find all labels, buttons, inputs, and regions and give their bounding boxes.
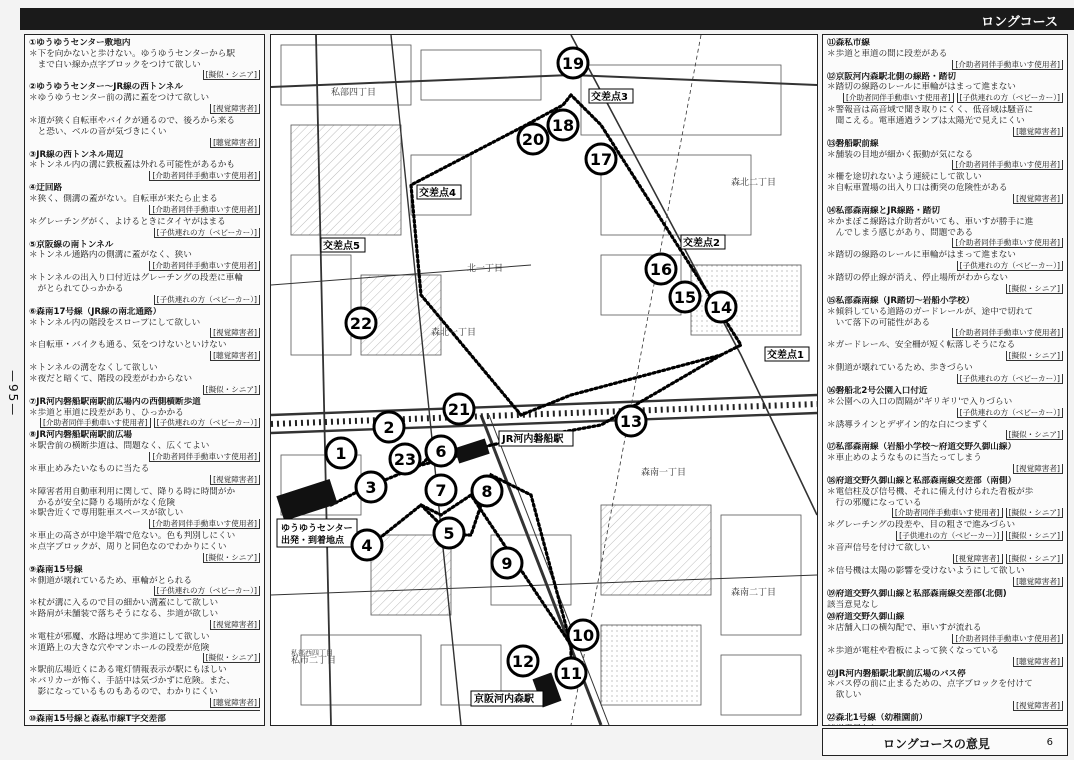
- opinion-source: [29, 385, 260, 395]
- map-point-number: 15: [673, 288, 697, 307]
- opinion-item: [827, 713, 1063, 726]
- opinion-item: [827, 442, 1063, 474]
- map-point-number: 22: [349, 314, 373, 333]
- opinion-text: まで白い線か点字ブロックをつけて欲しい: [29, 59, 201, 70]
- opinion-heading: ㉑JR河内磐船駅北駅前広場のバス停: [827, 668, 966, 679]
- opinion-text: ＊自転車・バイクも通る、気をつけないといけない: [29, 340, 227, 351]
- opinion-item: [827, 612, 1063, 644]
- map-point-number: 6: [435, 442, 447, 461]
- map-point-23: [390, 444, 420, 474]
- source-tag: [子供連れの方（ベビーカー）]: [957, 93, 1063, 103]
- opinion-text: ＊踏切の線路のレールに車輪がはまって進まない: [827, 82, 1016, 93]
- map-point-8: [472, 476, 502, 506]
- opinion-item: [827, 420, 1063, 441]
- source-tag: [介助者同伴手動車いす使用者]: [843, 93, 954, 103]
- opinion-text: ＊グレーチングがく、よけるときにタイヤがはまる: [29, 216, 226, 227]
- opinion-text: ＊ゆうゆうセンター前の溝に蓋をつけて欲しい: [29, 93, 210, 104]
- opinion-text: ＊音声信号を付けて欲しい: [827, 543, 931, 554]
- opinion-text: ＊バリカーが怖く、手話中は気づかずに危険。また、: [29, 676, 235, 687]
- opinion-text: ＊道が狭く自転車やバイクが通るので、後ろから来る: [29, 115, 235, 126]
- opinion-item: [827, 589, 1063, 611]
- opinion-text: かるが安全に降りる場所がなく危険: [29, 497, 176, 508]
- opinion-heading: ⑯磐船北2号公園入口付近: [827, 385, 928, 396]
- svg-text:交差点5: 交差点5: [323, 241, 360, 252]
- route-map: [270, 34, 818, 726]
- source-tag: [聴覚障害者]: [210, 351, 260, 361]
- opinion-item: [827, 296, 1063, 338]
- opinion-text: ＊点字ブロックが、周りと同色なのでわかりにくい: [29, 541, 227, 552]
- source-tag: [介助者同伴手動車いす使用者]: [952, 634, 1063, 644]
- opinion-source: [827, 577, 1063, 587]
- map-point-20: [518, 124, 548, 154]
- opinion-source: [827, 284, 1063, 294]
- map-point-15: [670, 282, 700, 312]
- opinion-item: [827, 669, 1063, 711]
- opinion-text: と恐い、ベルの音が気づきにくい: [29, 126, 167, 137]
- opinion-source: [29, 104, 260, 114]
- source-tag: [介助者同伴手動車いす使用者]: [149, 205, 260, 215]
- opinion-item: [827, 340, 1063, 361]
- map-point-number: 8: [481, 482, 493, 501]
- svg-text:交差点3: 交差点3: [591, 92, 628, 103]
- opinion-item: [29, 531, 260, 563]
- source-tag: [視覚障害者]: [210, 328, 260, 338]
- opinion-source: [827, 508, 1063, 518]
- map-point-number: 4: [361, 536, 373, 555]
- map-point-19: [558, 48, 588, 78]
- opinion-text: ＊電信柱及び信号機、それに備え付けられた看板が歩: [827, 486, 1034, 497]
- opinion-text: ＊側道が壊れているため、歩きづらい: [827, 363, 973, 374]
- opinion-text: 影になっているものもあるので、わかりにくい: [29, 687, 218, 698]
- opinion-item: [827, 273, 1063, 294]
- header-bar: [20, 8, 1074, 30]
- source-tag: [介助者同伴手動車いす使用者]: [952, 60, 1063, 70]
- opinion-source: [827, 194, 1063, 204]
- opinion-item: [29, 598, 260, 630]
- opinion-heading: ⑨森南15号線: [29, 564, 83, 575]
- opinion-heading: ⑩森南15号線と森私市線T字交差部: [29, 713, 166, 724]
- opinion-text: ＊誘導ラインとデザイン的な白につまずく: [827, 419, 990, 430]
- opinion-item: [827, 363, 1063, 384]
- opinion-text: ＊踏切の停止線が消え、停止場所がわからない: [827, 273, 1008, 284]
- opinion-source: [29, 452, 260, 462]
- opinion-text: ＊電柱が邪魔、水路は埋めて歩道にして欲しい: [29, 631, 210, 642]
- map-point-number: 23: [393, 450, 417, 469]
- opinion-text: ＊ガードレール、安全柵が短く転落しそうになる: [827, 340, 1016, 351]
- footer-title: ロングコースの意見: [883, 737, 990, 751]
- source-tag: [介助者同伴手動車いす使用者]: [149, 261, 260, 271]
- map-point-number: 18: [551, 116, 575, 135]
- source-tag: [介助者同伴手動車いす使用者]: [40, 418, 151, 428]
- opinion-heading: ⑧JR河内磐船駅南駅前広場: [29, 430, 133, 441]
- opinion-item: [827, 139, 1063, 171]
- opinion-item: [29, 38, 260, 80]
- opinion-text: ＊狭く、側溝の蓋がない。自転車が来たら止まる: [29, 193, 218, 204]
- opinion-text: いて落下の可能性がある: [827, 317, 931, 328]
- opinion-item: [29, 307, 260, 339]
- opinion-text: ＊車止の高さが中途半端で危ない。色も判別しにくい: [29, 531, 236, 542]
- opinion-heading: ⑱府道交野久御山線と私部森南線交差部（南側）: [827, 475, 1017, 486]
- opinion-item: [29, 397, 260, 429]
- crossing-label-1: [765, 347, 809, 361]
- opinion-item: [29, 340, 260, 361]
- map-svg: [271, 35, 817, 725]
- opinion-text: がとられてひっかかる: [29, 283, 124, 294]
- source-tag: [擬似・シニア]: [1006, 430, 1064, 440]
- opinion-source: [827, 93, 1063, 103]
- opinion-text: ＊かまぼこ線路は介助者がいても、車いすが勝手に進: [827, 216, 1034, 227]
- area-label: 私部西四丁目: [291, 649, 333, 657]
- opinion-source: [29, 698, 260, 708]
- opinion-heading: ⑦JR河内磐船駅南駅前広場内の西側横断歩道: [29, 396, 201, 407]
- map-point-9: [492, 548, 522, 578]
- opinion-item: [29, 363, 260, 395]
- source-tag: [子供連れの方（ベビーカー）]: [154, 418, 260, 428]
- source-tag: [聴覚障害者]: [1013, 657, 1063, 667]
- source-tag: [子供連れの方（ベビーカー）]: [957, 408, 1063, 418]
- center-label-line1: ゆうゆうセンター: [281, 524, 353, 534]
- map-point-7: [426, 475, 456, 505]
- opinion-text: ＊バス停の前に止まるための、点字ブロックを付けて: [827, 679, 1033, 690]
- opinion-item: [29, 714, 260, 726]
- map-point-number: 5: [443, 524, 455, 543]
- map-point-11: [556, 658, 586, 688]
- opinion-text: 欲しい: [827, 690, 862, 701]
- source-tag: [視覚障害者]: [1013, 194, 1063, 204]
- source-tag: [擬似・シニア]: [1006, 554, 1064, 564]
- opinion-text: ＊杖が溝に入るので目の細かい溝蓋にして欲しい: [29, 598, 219, 609]
- opinion-source: [827, 238, 1063, 248]
- map-point-12: [508, 646, 538, 676]
- opinion-source: [29, 475, 260, 485]
- opinion-source: [29, 138, 260, 148]
- opinion-text: ＊駅舎前の横断歩道は、問題なく、広くてよい: [29, 441, 210, 452]
- opinion-heading: ⑮私部森南線（JR踏切～岩船小学校）: [827, 295, 975, 306]
- opinion-text: ＊グレーチングの段差や、目の粗さで進みづらい: [827, 520, 1016, 531]
- source-tag: [介助者同伴手動車いす使用者]: [952, 238, 1063, 248]
- opinion-text: 該当意見なし: [827, 599, 879, 610]
- opinion-item: [827, 250, 1063, 271]
- source-tag: [聴覚障害者]: [210, 138, 260, 148]
- right-opinions-panel: [822, 34, 1068, 726]
- source-tag: [視覚障害者]: [210, 475, 260, 485]
- source-tag: [擬似・シニア]: [203, 653, 261, 663]
- source-tag: [子供連れの方（ベビーカー）]: [154, 586, 260, 596]
- opinion-text: ＊駅前広場近くにある電灯情報表示が駅にもほしい: [29, 665, 227, 676]
- map-point-5: [434, 518, 464, 548]
- opinion-item: [827, 476, 1063, 518]
- source-tag: [子供連れの方（ベビーカー）]: [154, 295, 260, 305]
- map-point-number: 7: [435, 481, 447, 500]
- opinion-text: ＊下を向かないと歩けない。ゆうゆうセンターから駅: [29, 48, 235, 59]
- map-point-2: [374, 412, 404, 442]
- opinion-source: [29, 418, 260, 428]
- opinion-text: ＊トンネルの溝をなくして欲しい: [29, 363, 158, 374]
- source-tag: [擬似・シニア]: [203, 385, 261, 395]
- crossing-label-3: [589, 89, 633, 103]
- opinion-heading: ⑪森私市線: [827, 38, 870, 48]
- jr-station-label: JR河内磐船駅: [502, 434, 564, 445]
- map-point-number: 1: [335, 444, 347, 463]
- opinion-text: ＊店舗入口の横勾配で、車いすが流れる: [827, 623, 982, 634]
- crossing-label-2: [681, 235, 725, 249]
- source-tag: [子供連れの方（ベビーカー）]: [154, 228, 260, 238]
- opinion-text: 聞こえる。電車通過ランプは太陽光で見えにくい: [827, 115, 1025, 126]
- opinion-source: [827, 701, 1063, 711]
- opinion-text: ＊警報音は高音域で聞き取りにくく、低音域は騒音に: [827, 105, 1034, 116]
- center-label-line2: 出発・到着地点: [281, 536, 345, 546]
- opinion-heading: ㉒森北1号線（幼稚園前）: [827, 713, 928, 724]
- source-tag: [介助者同伴手動車いす使用者]: [892, 508, 1003, 518]
- source-tag: [擬似・シニア]: [1006, 284, 1064, 294]
- header-title: ロングコース: [981, 15, 1058, 30]
- opinion-text: ＊歩道と車道の間に段差がある: [827, 48, 948, 59]
- opinion-source: [29, 519, 260, 529]
- opinion-source: [827, 127, 1063, 137]
- map-point-22: [346, 308, 376, 338]
- opinion-text: ＊障害者用自動車利用に関して、降りる時に時間がか: [29, 486, 236, 497]
- opinion-source: [827, 464, 1063, 474]
- opinion-source: [827, 261, 1063, 271]
- map-point-number: 2: [383, 418, 395, 437]
- area-label: 森南一丁目: [641, 468, 687, 478]
- opinion-source: [827, 351, 1063, 361]
- opinion-heading: ⑲府道交野久御山線と私部森南線交差部(北側): [827, 588, 1007, 599]
- opinion-source: [29, 586, 260, 596]
- opinion-text: ＊駅舎近くで専用駐車スペースが欲しい: [29, 508, 184, 519]
- opinion-source: [827, 430, 1063, 440]
- opinion-item: [827, 520, 1063, 541]
- svg-text:交差点2: 交差点2: [683, 238, 720, 249]
- opinion-text: ＊踏切の線路のレールに車輪がはまって進まない: [827, 250, 1016, 261]
- opinion-source: [29, 351, 260, 361]
- side-page-number: —95—: [6, 370, 20, 418]
- opinion-item: [29, 565, 260, 597]
- opinion-heading: ⑫京阪河内森駅北側の線路・踏切: [827, 71, 956, 82]
- opinion-text: ＊道路上の大きな穴やマンホールの段差が危険: [29, 642, 210, 653]
- opinion-text: [827, 724, 1063, 726]
- source-tag: [視覚障害者]: [1013, 464, 1063, 474]
- source-tag: [聴覚障害者]: [210, 698, 260, 708]
- source-tag: [聴覚障害者]: [1013, 127, 1063, 137]
- block: [291, 125, 401, 235]
- opinion-item: [29, 273, 260, 305]
- source-tag: [擬似・シニア]: [1006, 531, 1064, 541]
- map-point-1: [326, 438, 356, 468]
- opinion-text: ＊側道が壊れているため、車輪がとられる: [29, 575, 192, 586]
- opinion-item: [827, 72, 1063, 104]
- source-tag: [擬似・シニア]: [203, 70, 261, 80]
- source-tag: [介助者同伴手動車いす使用者]: [149, 171, 260, 181]
- opinion-heading: ⑳府道交野久御山線: [827, 612, 905, 623]
- opinion-source: [29, 261, 260, 271]
- opinion-text: ＊傾斜している道路のガードレールが、途中で切れて: [827, 306, 1034, 317]
- opinion-text: ＊トンネル内の階段をスロープにして欲しい: [29, 317, 201, 328]
- opinion-source: [827, 60, 1063, 70]
- opinion-text: ＊公園への入口の間隔が'ギリギリ'で入りづらい: [827, 396, 1013, 407]
- keihan-station-label: 京阪河内森駅: [474, 694, 534, 705]
- opinion-text: [29, 725, 260, 726]
- opinion-source: [827, 160, 1063, 170]
- map-point-16: [646, 254, 676, 284]
- opinion-text: ＊夜だと暗くて、階段の段差がわからない: [29, 373, 193, 384]
- opinion-item: [29, 240, 260, 272]
- source-tag: [子供連れの方（ベビーカー）]: [957, 374, 1063, 384]
- map-point-17: [586, 144, 616, 174]
- source-tag: [介助者同伴手動車いす使用者]: [149, 519, 260, 529]
- opinion-item: [827, 386, 1063, 418]
- map-point-number: 21: [447, 400, 471, 419]
- source-tag: [擬似・シニア]: [1006, 351, 1064, 361]
- area-label: 私部四丁目: [331, 88, 377, 98]
- opinion-source: [827, 374, 1063, 384]
- opinion-source: [29, 295, 260, 305]
- opinion-heading: ⑥森南17号線（JR線の南北通路）: [29, 306, 162, 317]
- map-point-number: 20: [521, 130, 545, 149]
- opinion-item: [29, 150, 260, 182]
- block: [601, 505, 711, 595]
- area-label: 森南二丁目: [731, 588, 777, 598]
- map-point-number: 13: [619, 412, 643, 431]
- opinion-item: [29, 632, 260, 664]
- opinion-source: [29, 171, 260, 181]
- map-point-number: 11: [559, 664, 583, 683]
- crossing-label-4: [417, 185, 461, 199]
- source-tag: [聴覚障害者]: [1013, 577, 1063, 587]
- opinion-item: [827, 646, 1063, 667]
- source-tag: [視覚障害者]: [210, 620, 260, 630]
- opinion-source: [29, 205, 260, 215]
- opinion-text: ＊車止めみたいなものに当たる: [29, 463, 150, 474]
- opinion-item: [827, 206, 1063, 248]
- map-point-14: [706, 292, 736, 322]
- opinion-text: ＊路肩が未舗装で落ちそうになる、歩道が欲しい: [29, 609, 219, 620]
- map-point-number: 10: [571, 626, 595, 645]
- opinion-heading: ④迂回路: [29, 183, 63, 194]
- opinion-source: [827, 657, 1063, 667]
- opinion-text: 行の邪魔になっている: [827, 497, 922, 508]
- left-opinions-panel: [24, 34, 265, 726]
- opinion-source: [827, 554, 1063, 564]
- opinion-source: [29, 653, 260, 663]
- opinion-heading: ⑰私部森南線（岩船小学校～府道交野久御山線）: [827, 442, 1017, 453]
- opinion-text: ＊舗装の目地が細かく振動が気になる: [827, 149, 974, 160]
- source-tag: [擬似・シニア]: [203, 553, 261, 563]
- opinion-item: [29, 217, 260, 238]
- map-point-number: 19: [561, 54, 585, 73]
- opinion-item: [29, 487, 260, 529]
- opinion-heading: ②ゆうゆうセンター～JR線の西トンネル: [29, 82, 183, 93]
- opinion-source: [827, 634, 1063, 644]
- opinion-source: [29, 70, 260, 80]
- source-tag: [視覚障害者]: [953, 554, 1003, 564]
- svg-text:交差点1: 交差点1: [767, 350, 804, 361]
- opinion-text: ＊信号機は太陽の影響を受けないようにして欲しい: [827, 565, 1025, 576]
- area-label: 私市二丁目: [291, 656, 337, 666]
- map-point-4: [352, 530, 382, 560]
- opinion-source: [827, 531, 1063, 541]
- opinion-heading: ⑤京阪線の南トンネル: [29, 239, 114, 250]
- opinion-heading: ①ゆうゆうセンター敷地内: [29, 38, 131, 48]
- opinion-item: [827, 566, 1063, 587]
- opinion-item: [827, 543, 1063, 564]
- block: [601, 625, 701, 705]
- opinion-item: [29, 116, 260, 148]
- opinion-text: ＊自転車置場の出入り口は衝突の危険性がある: [827, 183, 1008, 194]
- svg-text:交差点4: 交差点4: [419, 188, 456, 199]
- opinion-source: [29, 620, 260, 630]
- opinion-item: [827, 38, 1063, 70]
- opinion-text: ＊柵を途切れないよう連続にして欲しい: [827, 172, 982, 183]
- opinion-source: [827, 328, 1063, 338]
- opinion-text: ＊歩道が電柱や看板によって狭くなっている: [827, 645, 999, 656]
- opinion-source: [29, 553, 260, 563]
- opinion-source: [827, 408, 1063, 418]
- opinion-source: [29, 228, 260, 238]
- opinion-text: ＊トンネル内の溝に鉄板蓋は外れる可能性があるかも: [29, 160, 235, 171]
- source-tag: [子供連れの方（ベビーカー）]: [957, 261, 1063, 271]
- opinion-heading: ③JR線の西トンネル周辺: [29, 149, 124, 160]
- map-point-number: 16: [649, 260, 673, 279]
- opinion-text: ＊車止めのようなものに当たってしまう: [827, 453, 982, 464]
- opinion-item: [29, 82, 260, 114]
- opinion-text: ＊トンネル通路内の側溝に蓋がなく、狭い: [29, 250, 192, 261]
- opinion-item: [29, 665, 260, 710]
- opinion-item: [29, 183, 260, 215]
- opinion-text: んでしまう感じがあり、問題である: [827, 227, 974, 238]
- crossing-label-5: [321, 238, 365, 252]
- map-point-21: [444, 394, 474, 424]
- page-number: 6: [1046, 737, 1053, 748]
- map-point-number: 9: [501, 554, 513, 573]
- map-point-10: [568, 620, 598, 650]
- opinion-item: [827, 105, 1063, 137]
- opinion-item: [827, 172, 1063, 204]
- map-point-18: [548, 110, 578, 140]
- source-tag: [介助者同伴手動車いす使用者]: [952, 328, 1063, 338]
- source-tag: [介助者同伴手動車いす使用者]: [952, 160, 1063, 170]
- opinion-heading: ⑭私部森南線とJR線路・踏切: [827, 205, 940, 216]
- opinion-text: ＊歩道と車道に段差があり、ひっかかる: [29, 407, 184, 418]
- map-point-6: [426, 436, 456, 466]
- source-tag: [子供連れの方（ベビーカー）]: [896, 531, 1002, 541]
- opinion-text: ＊トンネルの出入り口付近はグレーチングの段差に車輪: [29, 273, 243, 284]
- opinion-source: [29, 328, 260, 338]
- map-point-13: [616, 406, 646, 436]
- opinion-heading: ⑬磐船駅前線: [827, 138, 879, 149]
- source-tag: [視覚障害者]: [1013, 701, 1063, 711]
- source-tag: [介助者同伴手動車いす使用者]: [149, 452, 260, 462]
- source-tag: [視覚障害者]: [210, 104, 260, 114]
- opinion-item: [29, 430, 260, 462]
- source-tag: [擬似・シニア]: [1006, 508, 1064, 518]
- map-point-number: 17: [589, 150, 613, 169]
- map-point-3: [356, 472, 386, 502]
- footer-box: [822, 728, 1068, 756]
- area-label: 森北二丁目: [731, 178, 777, 188]
- area-label: 北一丁目: [467, 264, 504, 274]
- map-point-number: 3: [365, 478, 377, 497]
- opinion-item: [29, 464, 260, 485]
- area-label: 森北一丁目: [431, 328, 477, 338]
- map-point-number: 12: [511, 652, 535, 671]
- map-point-number: 14: [709, 298, 733, 317]
